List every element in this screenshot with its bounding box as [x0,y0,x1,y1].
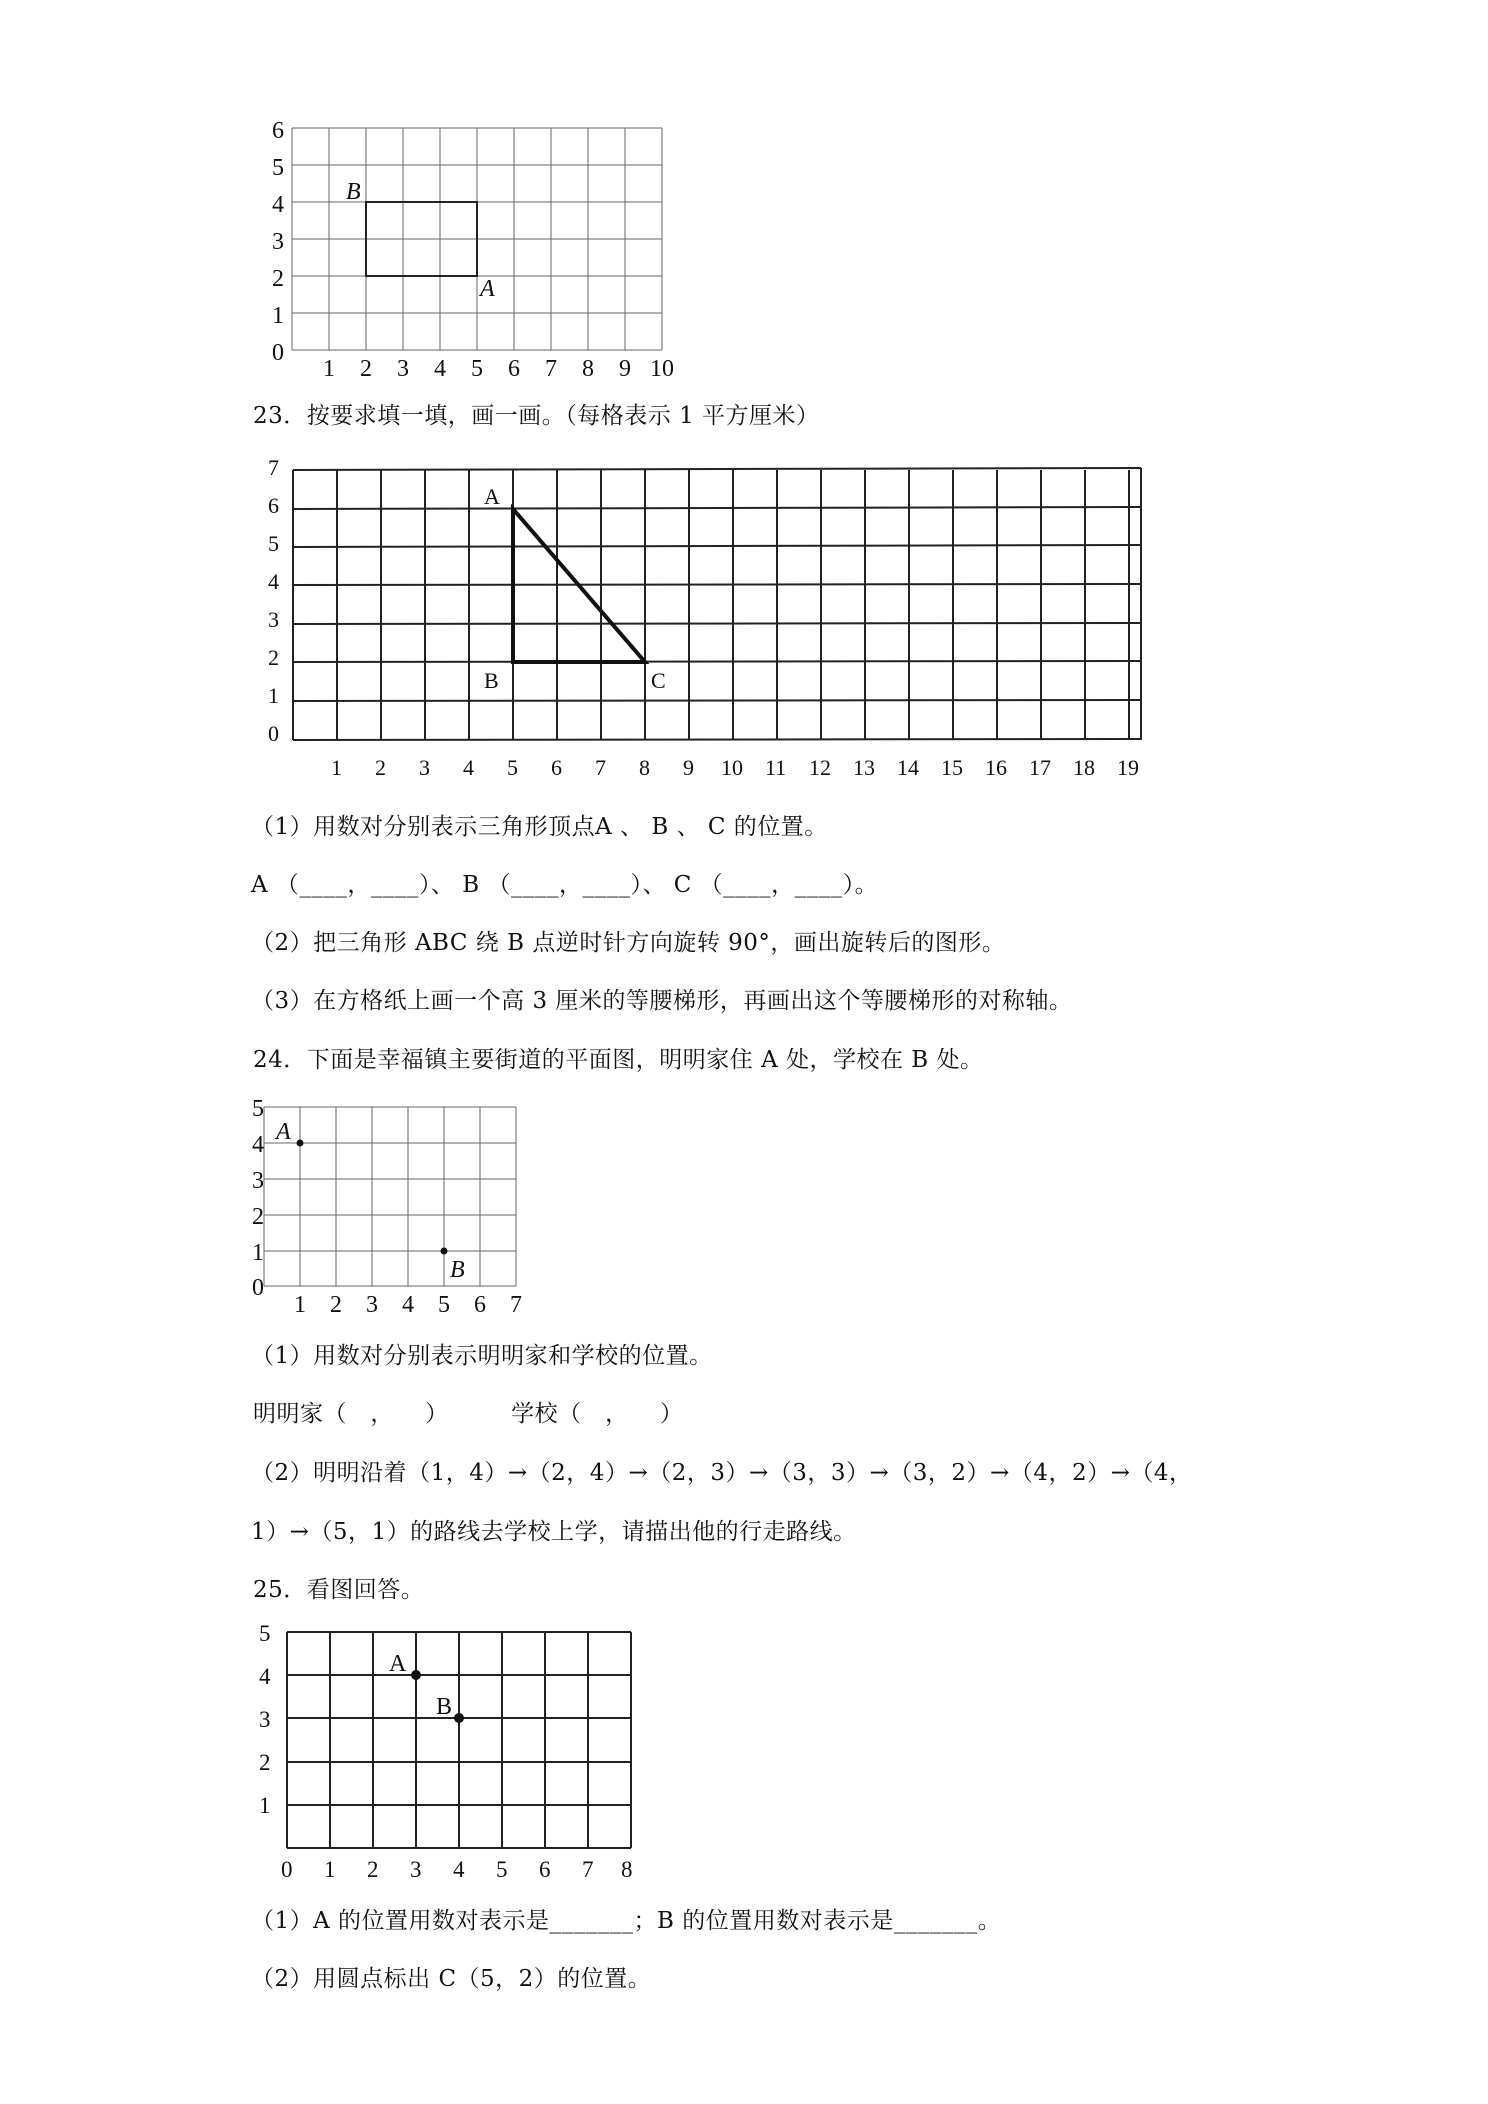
y-tick: 7 [268,455,279,480]
y-tick: 0 [272,340,284,366]
y-tick: 4 [259,1664,271,1689]
x-tick: 8 [621,1857,633,1882]
x-tick: 11 [765,755,787,780]
grid-figure-triangle [0,440,1488,800]
x-tick: 3 [419,755,430,780]
q24-sub2-line2: 1）→（5，1）的路线去学校上学，请描出他的行走路线。 [251,1519,857,1545]
x-tick: 13 [853,755,875,780]
q24-answer-line: 明明家（ ， ） 学校（ ， ） [253,1401,684,1427]
y-tick: 4 [268,569,279,594]
x-tick: 2 [375,755,386,780]
y-tick: 3 [272,229,284,255]
label-a: A [389,1651,407,1677]
x-tick: 6 [508,356,520,382]
point-a-dot [297,1140,304,1147]
x-tick: 17 [1029,755,1051,780]
x-tick: 1 [323,356,335,382]
label-c: C [651,668,666,693]
q25-sub2: （2）用圆点标出 C（5，2）的位置。 [251,1966,652,1992]
y-tick: 2 [268,645,279,670]
x-tick: 6 [551,755,562,780]
x-tick: 5 [507,755,518,780]
q23-title: 23．按要求填一填，画一画。（每格表示 1 平方厘米） [253,403,820,429]
x-tick: 15 [941,755,963,780]
x-tick: 1 [294,1292,306,1318]
point-b-dot [454,1713,464,1723]
x-tick: 7 [510,1292,522,1318]
label-b: B [450,1257,465,1283]
y-tick: 6 [272,118,284,144]
triangle-grid-lines [293,468,1141,740]
x-tick: 12 [809,755,831,780]
q24-title: 24．下面是幸福镇主要街道的平面图，明明家住 A 处，学校在 B 处。 [253,1047,984,1073]
x-tick: 19 [1117,755,1139,780]
x-tick: 10 [650,356,674,382]
y-tick: 5 [272,155,284,181]
x-tick: 8 [582,356,594,382]
y-tick: 2 [259,1750,271,1775]
x-tick: 6 [474,1292,486,1318]
label-b: B [346,179,361,205]
x-tick: 4 [453,1857,465,1882]
grid-figure-points [0,1620,1488,1890]
y-tick: 1 [272,303,284,329]
point-b-dot [441,1248,448,1255]
y-tick: 6 [268,493,279,518]
x-tick: 3 [410,1857,422,1882]
x-tick: 4 [434,356,446,382]
y-tick: 5 [259,1621,271,1646]
x-tick: 1 [331,755,342,780]
x-tick: 5 [471,356,483,382]
y-tick: 1 [268,683,279,708]
y-tick: 1 [259,1793,271,1818]
x-tick: 4 [463,755,474,780]
y-tick: 4 [252,1132,264,1158]
label-a: A [480,276,495,302]
x-tick: 4 [402,1292,414,1318]
x-tick: 7 [582,1857,594,1882]
y-tick: 2 [252,1204,264,1230]
x-tick: 8 [639,755,650,780]
grid-figure-street-map [0,1090,1488,1320]
q23-sub3: （3）在方格纸上画一个高 3 厘米的等腰梯形，再画出这个等腰梯形的对称轴。 [251,988,1073,1014]
q25-sub1: （1）A 的位置用数对表示是_______；B 的位置用数对表示是_______。 [251,1908,1002,1934]
y-tick: 3 [259,1707,271,1732]
x-tick: 7 [595,755,606,780]
street-grid-lines [264,1107,516,1286]
x-tick: 16 [985,755,1007,780]
x-tick: 6 [539,1857,551,1882]
y-tick: 5 [268,531,279,556]
x-tick: 5 [496,1857,508,1882]
x-tick: 9 [619,356,631,382]
points-grid-lines [287,1632,631,1848]
x-tick: 5 [438,1292,450,1318]
q23-blank-line: A （____，____）、 B （____，____）、 C （____，____）。 [251,872,879,898]
q25-title: 25．看图回答。 [253,1577,425,1603]
y-tick: 3 [268,607,279,632]
x-tick: 2 [330,1292,342,1318]
label-a: A [276,1119,291,1145]
q23-sub2: （2）把三角形 ABC 绕 B 点逆时针方向旋转 90°，画出旋转后的图形。 [251,930,1006,956]
x-tick: 1 [324,1857,336,1882]
y-tick: 1 [252,1240,264,1266]
label-b: B [436,1694,453,1720]
point-a-dot [411,1670,421,1680]
q24-sub2-line1: （2）明明沿着（1，4）→（2，4）→（2，3）→（3，3）→（3，2）→（4，2）→（4， [251,1460,1193,1486]
y-tick: 5 [252,1096,264,1122]
x-tick: 9 [683,755,694,780]
x-tick: 18 [1073,755,1095,780]
y-tick: 0 [268,721,279,746]
q23-sub1: （1）用数对分别表示三角形顶点A 、 B 、 C 的位置。 [251,814,828,840]
y-tick: 3 [252,1168,264,1194]
x-tick: 10 [721,755,743,780]
y-tick: 4 [272,192,284,218]
x-tick: 14 [897,755,919,780]
label-b: B [484,668,499,693]
x-tick: 0 [281,1857,293,1882]
grid-figure-rectangle [0,0,1488,400]
q24-sub1: （1）用数对分别表示明明家和学校的位置。 [251,1343,713,1369]
x-tick: 2 [367,1857,379,1882]
y-tick: 2 [272,266,284,292]
x-tick: 2 [360,356,372,382]
x-tick: 3 [366,1292,378,1318]
label-a: A [484,484,500,509]
x-tick: 7 [545,356,557,382]
y-tick: 0 [252,1275,264,1301]
x-tick: 3 [397,356,409,382]
